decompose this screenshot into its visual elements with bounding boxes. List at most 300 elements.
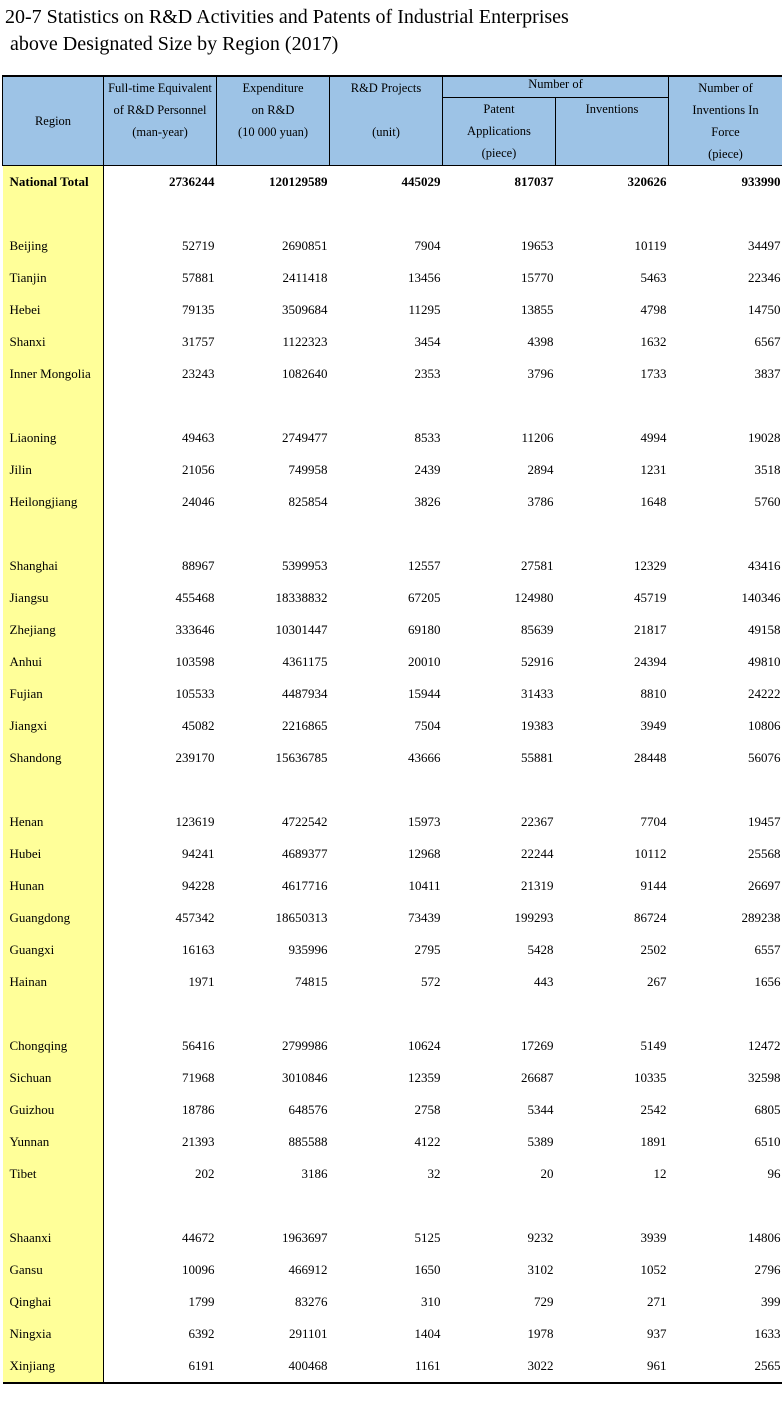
pat-cell: 729 bbox=[534, 1294, 554, 1309]
spacer-cell bbox=[556, 774, 669, 806]
exp-cell: 2411418 bbox=[282, 270, 328, 285]
spacer-cell bbox=[556, 198, 669, 230]
table-row bbox=[3, 486, 782, 518]
spacer-cell bbox=[104, 998, 217, 1030]
region-cell: Shanxi bbox=[3, 326, 104, 358]
pat-cell: 817037 bbox=[514, 174, 554, 189]
force-cell: 25568 bbox=[748, 846, 781, 861]
fte-cell: 239170 bbox=[175, 750, 215, 765]
proj-cell: 2439 bbox=[414, 462, 441, 477]
proj-cell: 2758 bbox=[414, 1102, 441, 1117]
pat-cell: 5344 bbox=[527, 1102, 554, 1117]
header-exp-line3: (10 000 yuan) bbox=[237, 125, 309, 139]
force-cell: 22346 bbox=[748, 270, 781, 285]
force-cell: 5760 bbox=[754, 494, 781, 509]
exp-cell: 466912 bbox=[288, 1262, 328, 1277]
pat-cell: 3022 bbox=[443, 1350, 556, 1383]
region-cell: Guangdong bbox=[3, 902, 104, 934]
inv-cell: 4994 bbox=[640, 430, 667, 445]
region-cell: Sichuan bbox=[3, 1062, 104, 1094]
exp-cell: 18338832 bbox=[275, 590, 328, 605]
pat-cell: 3796 bbox=[527, 366, 554, 381]
force-cell: 24222 bbox=[748, 686, 781, 701]
region-cell: Guangxi bbox=[3, 934, 104, 966]
proj-cell: 43666 bbox=[408, 750, 441, 765]
force-cell: 96 bbox=[767, 1166, 781, 1181]
proj-cell: 15944 bbox=[408, 686, 441, 701]
inv-cell: 1231 bbox=[640, 462, 667, 477]
table-row bbox=[3, 358, 782, 390]
proj-cell: 1404 bbox=[414, 1326, 441, 1341]
header-force-line1: Number of bbox=[698, 81, 753, 95]
fte-cell: 57881 bbox=[182, 270, 215, 285]
inv-cell: 24394 bbox=[634, 654, 667, 669]
inv-cell: 10112 bbox=[634, 846, 667, 861]
force-cell: 3518 bbox=[754, 462, 781, 477]
spacer-row bbox=[3, 198, 782, 230]
region-cell: Gansu bbox=[3, 1254, 104, 1286]
pat-cell: 85639 bbox=[521, 622, 554, 637]
region-cell: Hunan bbox=[3, 870, 104, 902]
region-cell: Liaoning bbox=[3, 422, 104, 454]
inv-cell: 5463 bbox=[640, 270, 667, 285]
fte-cell: 94228 bbox=[182, 878, 215, 893]
force-cell: 6567 bbox=[754, 334, 781, 349]
exp-cell: 10301447 bbox=[275, 622, 328, 637]
exp-cell: 885588 bbox=[288, 1134, 328, 1149]
region-cell: Guizhou bbox=[3, 1094, 104, 1126]
force-cell: 49810 bbox=[748, 654, 781, 669]
proj-cell: 1650 bbox=[414, 1262, 441, 1277]
proj-cell: 8533 bbox=[414, 430, 441, 445]
proj-cell: 73439 bbox=[408, 910, 441, 925]
region-cell: Shanghai bbox=[3, 550, 104, 582]
fte-cell: 45082 bbox=[182, 718, 215, 733]
pat-cell: 9232 bbox=[527, 1230, 554, 1245]
spacer-region-cell bbox=[3, 390, 104, 422]
table-row bbox=[3, 1062, 782, 1094]
pat-cell: 443 bbox=[534, 974, 554, 989]
force-cell: 933990 bbox=[741, 174, 781, 189]
region-cell: Heilongjiang bbox=[3, 486, 104, 518]
force-cell: 3837 bbox=[754, 366, 781, 381]
force-cell: 2796 bbox=[754, 1262, 781, 1277]
header-region: Region bbox=[3, 76, 104, 166]
title-line-1: 20-7 Statistics on R&D Activities and Patents of Industrial Enterprises bbox=[5, 6, 569, 28]
table-row bbox=[3, 838, 782, 870]
region-cell: Jiangxi bbox=[3, 710, 104, 742]
region-cell: Jilin bbox=[3, 454, 104, 486]
spacer-cell bbox=[217, 390, 330, 422]
exp-cell: 3010846 bbox=[282, 1070, 328, 1085]
proj-cell: 2353 bbox=[414, 366, 441, 381]
table-row bbox=[3, 582, 782, 614]
inv-cell: 1891 bbox=[640, 1134, 667, 1149]
region-cell: Tianjin bbox=[3, 262, 104, 294]
spacer-cell bbox=[217, 1190, 330, 1222]
proj-cell: 69180 bbox=[408, 622, 441, 637]
spacer-cell bbox=[556, 390, 669, 422]
title-line-2: above Designated Size by Region (2017) bbox=[5, 33, 339, 55]
fte-cell: 44672 bbox=[182, 1230, 215, 1245]
pat-cell: 52916 bbox=[521, 654, 554, 669]
exp-cell: 18650313 bbox=[275, 910, 328, 925]
inv-cell: 937 bbox=[647, 1326, 667, 1341]
exp-cell: 2216865 bbox=[282, 718, 328, 733]
table-row bbox=[3, 614, 782, 646]
region-cell: Beijing bbox=[3, 230, 104, 262]
force-cell: 12472 bbox=[748, 1038, 781, 1053]
table-row bbox=[3, 1158, 782, 1190]
pat-cell: 199293 bbox=[514, 910, 554, 925]
table-row bbox=[3, 326, 782, 358]
spacer-cell bbox=[330, 998, 443, 1030]
exp-cell: 935996 bbox=[288, 942, 328, 957]
pat-cell: 4398 bbox=[527, 334, 554, 349]
header-exp-line1: Expenditure bbox=[242, 81, 304, 95]
fte-cell: 56416 bbox=[182, 1038, 215, 1053]
spacer-cell bbox=[443, 774, 556, 806]
pat-cell: 11206 bbox=[521, 430, 554, 445]
header-in-force bbox=[669, 76, 782, 166]
pat-cell: 5389 bbox=[527, 1134, 554, 1149]
pat-cell: 21319 bbox=[521, 878, 554, 893]
region-cell: Fujian bbox=[3, 678, 104, 710]
spacer-cell bbox=[330, 198, 443, 230]
table-body bbox=[3, 166, 782, 1384]
force-cell: 399 bbox=[761, 1294, 781, 1309]
exp-cell: 4689377 bbox=[282, 846, 328, 861]
fte-cell: 2736244 bbox=[169, 174, 215, 189]
table-row bbox=[3, 230, 782, 262]
table-row bbox=[3, 870, 782, 902]
pat-cell: 1978 bbox=[527, 1326, 554, 1341]
exp-cell: 400468 bbox=[217, 1350, 330, 1383]
table-title bbox=[5, 4, 569, 58]
spacer-cell bbox=[330, 518, 443, 550]
table-row bbox=[3, 262, 782, 294]
exp-cell: 4487934 bbox=[282, 686, 328, 701]
force-cell: 43416 bbox=[748, 558, 781, 573]
force-cell: 289238 bbox=[741, 910, 781, 925]
header-force-line3: Force bbox=[711, 125, 740, 139]
pat-cell: 31433 bbox=[521, 686, 554, 701]
table-header bbox=[3, 76, 782, 166]
force-cell: 14806 bbox=[748, 1230, 781, 1245]
exp-cell: 1122323 bbox=[282, 334, 328, 349]
exp-cell: 4617716 bbox=[282, 878, 328, 893]
exp-cell: 749958 bbox=[288, 462, 328, 477]
region-cell: Ningxia bbox=[3, 1318, 104, 1350]
inv-cell: 267 bbox=[647, 974, 667, 989]
spacer-region-cell bbox=[3, 998, 104, 1030]
exp-cell: 74815 bbox=[295, 974, 328, 989]
pat-cell: 19653 bbox=[521, 238, 554, 253]
table-row bbox=[3, 646, 782, 678]
spacer-cell bbox=[669, 518, 782, 550]
table-row bbox=[3, 1126, 782, 1158]
force-cell: 26697 bbox=[748, 878, 781, 893]
fte-cell: 31757 bbox=[182, 334, 215, 349]
table-row bbox=[3, 1254, 782, 1286]
spacer-cell bbox=[669, 390, 782, 422]
inv-cell: 1632 bbox=[640, 334, 667, 349]
proj-cell: 1161 bbox=[330, 1350, 443, 1383]
header-patent-applications bbox=[443, 98, 556, 166]
fte-cell: 123619 bbox=[175, 814, 215, 829]
exp-cell: 5399953 bbox=[282, 558, 328, 573]
pat-cell: 3102 bbox=[527, 1262, 554, 1277]
force-cell: 10806 bbox=[748, 718, 781, 733]
spacer-cell bbox=[443, 1190, 556, 1222]
inv-cell: 45719 bbox=[634, 590, 667, 605]
spacer-region-cell bbox=[3, 774, 104, 806]
force-cell: 14750 bbox=[748, 302, 781, 317]
spacer-row bbox=[3, 518, 782, 550]
exp-cell: 2799986 bbox=[282, 1038, 328, 1053]
fte-cell: 333646 bbox=[175, 622, 215, 637]
proj-cell: 67205 bbox=[408, 590, 441, 605]
fte-cell: 79135 bbox=[182, 302, 215, 317]
spacer-cell bbox=[669, 774, 782, 806]
table-row bbox=[3, 422, 782, 454]
region-cell: Qinghai bbox=[3, 1286, 104, 1318]
region-cell: Hubei bbox=[3, 838, 104, 870]
header-force-line2: Inventions In bbox=[692, 103, 759, 117]
header-proj-line2 bbox=[331, 99, 441, 121]
proj-cell: 5125 bbox=[414, 1230, 441, 1245]
pat-cell: 5428 bbox=[527, 942, 554, 957]
inv-cell: 3939 bbox=[640, 1230, 667, 1245]
proj-cell: 4122 bbox=[414, 1134, 441, 1149]
header-proj-line3: (unit) bbox=[372, 125, 400, 139]
fte-cell: 457342 bbox=[175, 910, 215, 925]
table-row bbox=[3, 550, 782, 582]
pat-cell: 3786 bbox=[527, 494, 554, 509]
table-row bbox=[3, 1030, 782, 1062]
exp-cell: 120129589 bbox=[269, 174, 328, 189]
force-cell: 56076 bbox=[748, 750, 781, 765]
inv-cell: 2502 bbox=[640, 942, 667, 957]
header-pat-line1: Patent bbox=[483, 102, 515, 117]
proj-cell: 20010 bbox=[408, 654, 441, 669]
spacer-cell bbox=[556, 998, 669, 1030]
inv-cell: 1052 bbox=[640, 1262, 667, 1277]
spacer-region-cell bbox=[3, 198, 104, 230]
pat-cell: 55881 bbox=[521, 750, 554, 765]
spacer-cell bbox=[443, 198, 556, 230]
spacer-region-cell bbox=[3, 518, 104, 550]
table-row bbox=[3, 1094, 782, 1126]
fte-cell: 24046 bbox=[182, 494, 215, 509]
fte-cell: 16163 bbox=[182, 942, 215, 957]
spacer-cell bbox=[104, 774, 217, 806]
force-cell: 19457 bbox=[748, 814, 781, 829]
table-row bbox=[3, 710, 782, 742]
pat-cell: 124980 bbox=[514, 590, 554, 605]
pat-cell: 20 bbox=[540, 1166, 554, 1181]
exp-cell: 2749477 bbox=[282, 430, 328, 445]
fte-cell: 105533 bbox=[175, 686, 215, 701]
proj-cell: 3826 bbox=[414, 494, 441, 509]
header-fte-line2: of R&D Personnel bbox=[113, 103, 207, 117]
inv-cell: 28448 bbox=[634, 750, 667, 765]
region-cell: Yunnan bbox=[3, 1126, 104, 1158]
inv-cell: 1733 bbox=[640, 366, 667, 381]
table-row bbox=[3, 902, 782, 934]
table-row bbox=[3, 1318, 782, 1350]
force-cell: 34497 bbox=[748, 238, 781, 253]
inv-cell: 7704 bbox=[640, 814, 667, 829]
proj-cell: 32 bbox=[427, 1166, 441, 1181]
inv-cell: 271 bbox=[647, 1294, 667, 1309]
table-row bbox=[3, 934, 782, 966]
force-cell: 1656 bbox=[754, 974, 781, 989]
header-pat-line2: Applications bbox=[467, 124, 531, 139]
table-row bbox=[3, 966, 782, 998]
spacer-cell bbox=[443, 390, 556, 422]
exp-cell: 3186 bbox=[301, 1166, 328, 1181]
inv-cell: 9144 bbox=[640, 878, 667, 893]
fte-cell: 1799 bbox=[188, 1294, 215, 1309]
table-row bbox=[3, 1222, 782, 1254]
header-force-line4: (piece) bbox=[708, 147, 743, 161]
inv-cell: 4798 bbox=[640, 302, 667, 317]
statistics-table bbox=[2, 75, 782, 1384]
region-cell: Shandong bbox=[3, 742, 104, 774]
inv-cell: 8810 bbox=[640, 686, 667, 701]
fte-cell: 49463 bbox=[182, 430, 215, 445]
national-total-row bbox=[3, 166, 782, 199]
inv-cell: 320626 bbox=[627, 174, 667, 189]
region-cell: Shaanxi bbox=[3, 1222, 104, 1254]
header-expenditure bbox=[217, 76, 330, 166]
region-cell: Tibet bbox=[3, 1158, 104, 1190]
region-cell: Anhui bbox=[3, 646, 104, 678]
exp-cell: 1963697 bbox=[282, 1230, 328, 1245]
table-row bbox=[3, 1286, 782, 1318]
spacer-cell bbox=[443, 998, 556, 1030]
spacer-region-cell bbox=[3, 1190, 104, 1222]
proj-cell: 15973 bbox=[408, 814, 441, 829]
pat-cell: 15770 bbox=[521, 270, 554, 285]
inv-cell: 21817 bbox=[634, 622, 667, 637]
header-exp-line2: on R&D bbox=[251, 103, 295, 117]
exp-cell: 291101 bbox=[288, 1326, 328, 1341]
fte-cell: 52719 bbox=[182, 238, 215, 253]
exp-cell: 3509684 bbox=[282, 302, 328, 317]
region-cell: Hainan bbox=[3, 966, 104, 998]
exp-cell: 4722542 bbox=[282, 814, 328, 829]
inv-cell: 12 bbox=[653, 1166, 667, 1181]
inv-cell: 10335 bbox=[634, 1070, 667, 1085]
region-cell: Zhejiang bbox=[3, 614, 104, 646]
table-row bbox=[3, 454, 782, 486]
inv-cell: 2542 bbox=[640, 1102, 667, 1117]
pat-cell: 26687 bbox=[521, 1070, 554, 1085]
spacer-cell bbox=[330, 1190, 443, 1222]
proj-cell: 572 bbox=[421, 974, 441, 989]
pat-cell: 19383 bbox=[521, 718, 554, 733]
spacer-cell bbox=[104, 390, 217, 422]
fte-cell: 6191 bbox=[104, 1350, 217, 1383]
force-cell: 1633 bbox=[754, 1326, 781, 1341]
inv-cell: 10119 bbox=[634, 238, 667, 253]
proj-cell: 12968 bbox=[408, 846, 441, 861]
force-cell: 6510 bbox=[754, 1134, 781, 1149]
spacer-row bbox=[3, 774, 782, 806]
header-pat-line3: (piece) bbox=[481, 146, 517, 161]
header-inv-line1: Inventions bbox=[585, 102, 639, 117]
spacer-cell bbox=[669, 198, 782, 230]
pat-cell: 27581 bbox=[521, 558, 554, 573]
proj-cell: 3454 bbox=[414, 334, 441, 349]
spacer-row bbox=[3, 998, 782, 1030]
header-fte-line3: (man-year) bbox=[132, 125, 188, 139]
fte-cell: 10096 bbox=[182, 1262, 215, 1277]
spacer-cell bbox=[104, 1190, 217, 1222]
exp-cell: 83276 bbox=[295, 1294, 328, 1309]
fte-cell: 18786 bbox=[182, 1102, 215, 1117]
proj-cell: 445029 bbox=[401, 174, 441, 189]
exp-cell: 15636785 bbox=[275, 750, 328, 765]
region-cell: Xinjiang bbox=[3, 1350, 104, 1383]
header-proj-line1: R&D Projects bbox=[350, 81, 422, 95]
table-row bbox=[3, 742, 782, 774]
spacer-cell bbox=[104, 198, 217, 230]
table-row bbox=[3, 806, 782, 838]
inv-cell: 12329 bbox=[634, 558, 667, 573]
spacer-row bbox=[3, 390, 782, 422]
pat-cell: 2894 bbox=[527, 462, 554, 477]
fte-cell: 71968 bbox=[182, 1070, 215, 1085]
force-cell: 6805 bbox=[754, 1102, 781, 1117]
header-fte-line1: Full-time Equivalent bbox=[108, 81, 212, 95]
fte-cell: 94241 bbox=[182, 846, 215, 861]
table-row bbox=[3, 678, 782, 710]
inv-cell: 961 bbox=[556, 1350, 669, 1383]
proj-cell: 13456 bbox=[408, 270, 441, 285]
proj-cell: 12557 bbox=[408, 558, 441, 573]
region-cell: Jiangsu bbox=[3, 582, 104, 614]
fte-cell: 455468 bbox=[175, 590, 215, 605]
proj-cell: 10411 bbox=[408, 878, 441, 893]
spacer-cell bbox=[217, 998, 330, 1030]
proj-cell: 310 bbox=[421, 1294, 441, 1309]
header-inventions bbox=[556, 98, 669, 166]
header-patents-group: Number of bbox=[443, 76, 669, 98]
spacer-cell bbox=[217, 774, 330, 806]
proj-cell: 2795 bbox=[414, 942, 441, 957]
exp-cell: 648576 bbox=[288, 1102, 328, 1117]
fte-cell: 88967 bbox=[182, 558, 215, 573]
exp-cell: 1082640 bbox=[282, 366, 328, 381]
fte-cell: 6392 bbox=[188, 1326, 215, 1341]
fte-cell: 103598 bbox=[175, 654, 215, 669]
spacer-cell bbox=[443, 518, 556, 550]
region-cell: Inner Mongolia bbox=[3, 358, 104, 390]
spacer-cell bbox=[669, 998, 782, 1030]
spacer-cell bbox=[330, 774, 443, 806]
inv-cell: 86724 bbox=[634, 910, 667, 925]
spacer-row bbox=[3, 1190, 782, 1222]
region-cell: Hebei bbox=[3, 294, 104, 326]
spacer-cell bbox=[104, 518, 217, 550]
region-cell: National Total bbox=[3, 166, 104, 199]
fte-cell: 202 bbox=[195, 1166, 215, 1181]
header-fte bbox=[104, 76, 217, 166]
spacer-cell bbox=[330, 390, 443, 422]
